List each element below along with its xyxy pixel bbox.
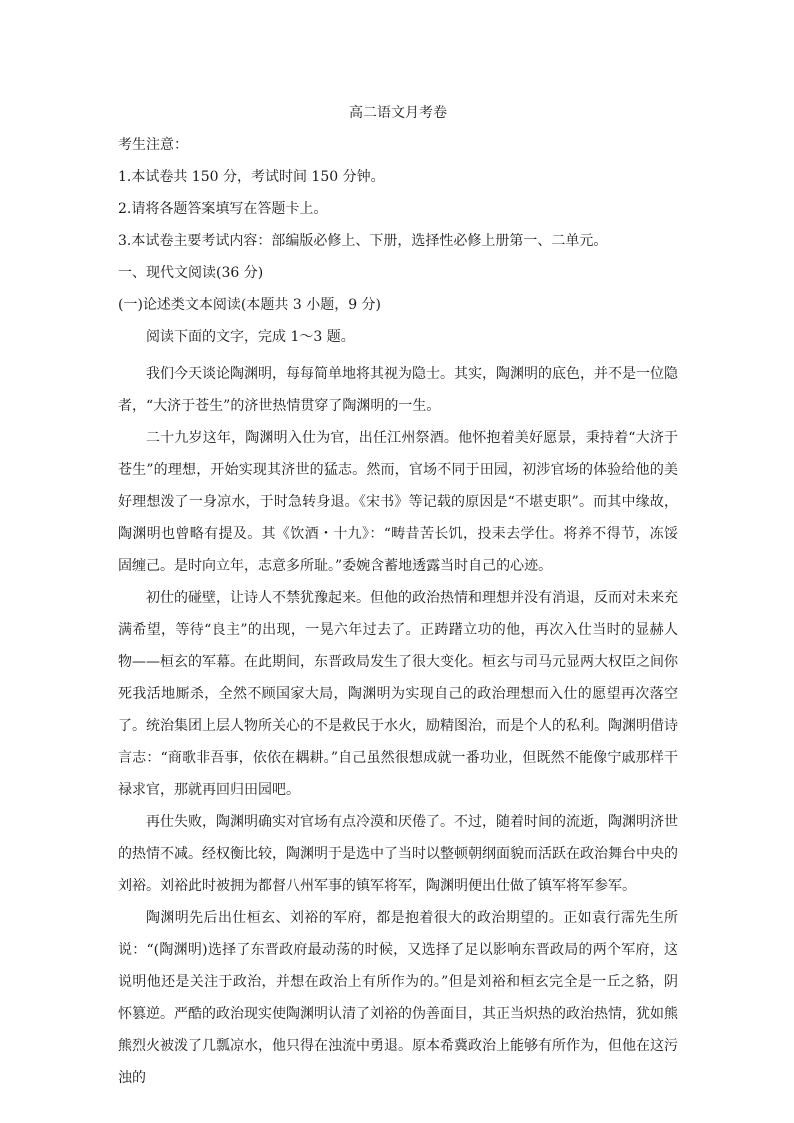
reading-instruction: 阅读下面的文字，完成 1～3 题。 xyxy=(146,329,355,345)
passage-paragraph-1: 我们今天谈论陶渊明，每每简单地将其视为隐士。其实，陶渊明的底色，并不是一位隐者，“大济于苍生”的济世热情贯穿了陶渊明的一生。 xyxy=(118,366,678,414)
notice-heading: 考生注意： xyxy=(118,137,188,153)
passage-paragraph-5: 陶渊明先后出仕桓玄、刘裕的军府，都是抱着很大的政治期望的。正如袁行霈先生所说：“(陶渊明)选择了东晋政府最动荡的时候，又选择了足以影响东晋政局的两个军府，这说明他还是关注于政治，并想在政治上有所作为的。”但是刘裕和桓玄完全是一丘之貉，阴怀篡逆。严酷的政治现实使陶渊明认清了刘裕的伪善面目，其正当炽热的政治热情，犹如熊熊烈火被泼了几瓢凉水，他只得在浊流中勇退。原本希冀政治上能够有所作为，但他在这污浊的 xyxy=(118,910,678,1086)
section-heading: 一、现代文阅读(36 分) xyxy=(118,265,264,281)
notice-item-2: 2.请将各题答案填写在答题卡上。 xyxy=(118,201,328,217)
exam-page xyxy=(118,102,678,1094)
passage-paragraph-4: 再仕失败，陶渊明确实对官场有点冷漠和厌倦了。不过，随着时间的流逝，陶渊明济世的热情不减。经权衡比较，陶渊明于是选中了当时以整顿朝纲面貌而活跃在政治舞台中央的刘裕。刘裕此时被拥为都督八州军事的镇军将军，陶渊明便出仕做了镇军将军参军。 xyxy=(118,814,678,894)
subsection-heading: (一)论述类文本阅读(本题共 3 小题，9 分) xyxy=(118,297,382,313)
passage-paragraph-2: 二十九岁这年，陶渊明入仕为官，出任江州祭酒。他怀抱着美好愿景，秉持着“大济于苍生”的理想，开始实现其济世的猛志。然而，官场不同于田园，初涉官场的体验给他的美好理想泼了一身凉水，于时急转身退。《宋书》等记载的原因是“不堪吏职”。而其中缘故，陶渊明也曾略有提及。其《饮酒・十九》：“畴昔苦长饥，投耒去学仕。将养不得节，冻馁固缠己。是时向立年，志意多所耻。”委婉含蓄地透露当时自己的心迹。 xyxy=(118,430,678,574)
exam-title: 高二语文月考卷 xyxy=(349,105,447,121)
notice-item-1: 1.本试卷共 150 分，考试时间 150 分钟。 xyxy=(118,169,385,185)
notice-item-3: 3.本试卷主要考试内容：部编版必修上、下册，选择性必修上册第一、二单元。 xyxy=(118,233,608,249)
passage-paragraph-3: 初仕的碰壁，让诗人不禁犹豫起来。但他的政治热情和理想并没有消退，反而对未来充满希望，等待“良主”的出现，一晃六年过去了。正踌躇立功的他，再次入仕当时的显赫人物——桓玄的军幕。在此期间，东晋政局发生了很大变化。桓玄与司马元显两大权臣之间你死我活地厮杀，全然不顾国家大局，陶渊明为实现自己的政治理想而入仕的愿望再次落空了。统治集团上层人物所关心的不是救民于水火，励精图治，而是个人的私利。陶渊明借诗言志：“商歌非吾事，依依在耦耕。”自己虽然很想成就一番功业，但既然不能像宁戚那样干禄求官，那就再回归田园吧。 xyxy=(118,590,678,798)
